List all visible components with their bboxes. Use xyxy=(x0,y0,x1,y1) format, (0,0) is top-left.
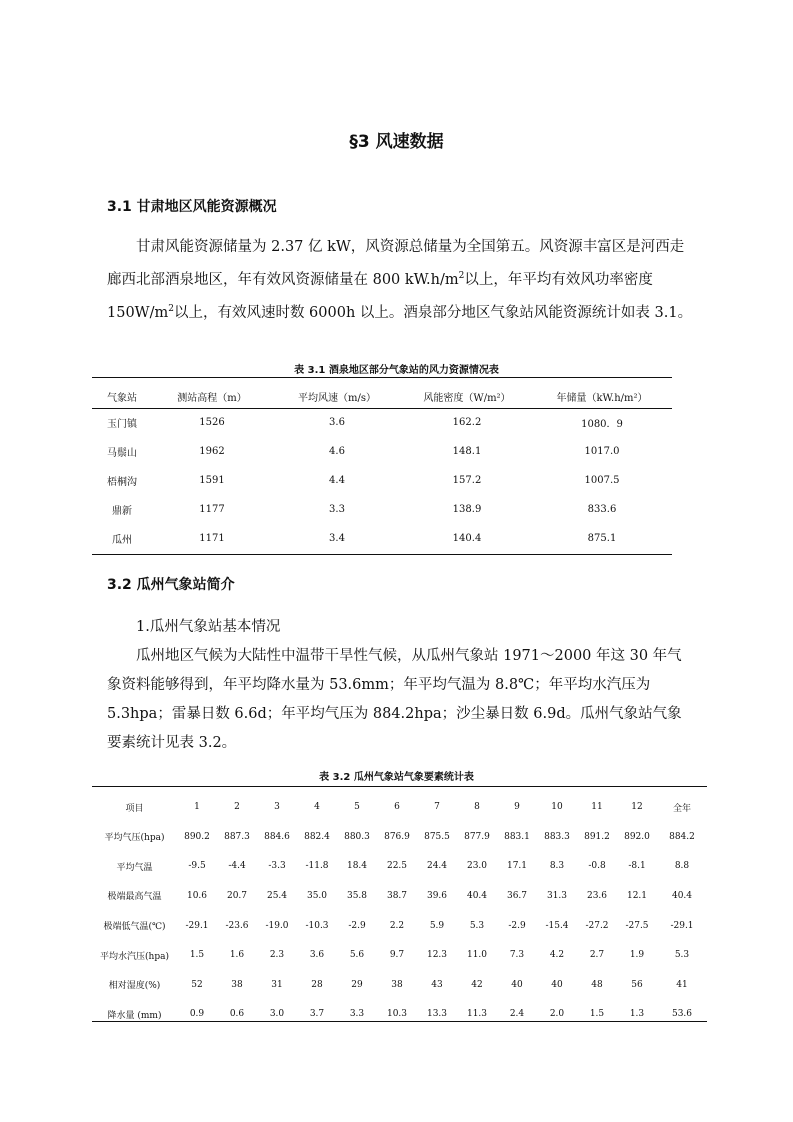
table-cell: 1591 xyxy=(199,475,225,486)
column-header: 4 xyxy=(314,802,320,812)
table-cell: 4.2 xyxy=(549,950,565,961)
table-cell: 40.4 xyxy=(466,890,488,901)
column-header: 11 xyxy=(591,802,603,812)
table-cell: -11.8 xyxy=(305,861,329,872)
table-cell: 11.3 xyxy=(466,1009,488,1020)
table-cell: -27.5 xyxy=(625,920,649,931)
table-3-2-top-rule xyxy=(92,786,707,787)
row-label: 相对湿度(%) xyxy=(108,981,161,992)
table-cell: -29.1 xyxy=(670,920,694,931)
table-cell: 31.3 xyxy=(546,890,568,901)
table-cell: -9.5 xyxy=(188,861,206,872)
column-header: 2 xyxy=(234,802,240,812)
table-cell: 12.1 xyxy=(626,890,648,901)
column-header: 3 xyxy=(274,802,280,812)
column-header: 10 xyxy=(551,802,563,812)
table-cell: 882.4 xyxy=(304,831,330,842)
table-cell: 28 xyxy=(311,979,323,990)
table-cell: 875.5 xyxy=(424,831,450,842)
table-cell: 5.3 xyxy=(469,920,485,931)
table-cell: 38.7 xyxy=(386,890,408,901)
table-cell: 13.3 xyxy=(426,1009,448,1020)
table-cell: 2.3 xyxy=(269,950,285,961)
table-cell: 3.7 xyxy=(309,1009,325,1020)
table-row xyxy=(92,524,672,553)
table-cell: 1.5 xyxy=(589,1009,605,1020)
table-cell: 40.4 xyxy=(671,890,693,901)
table-cell: 41 xyxy=(676,979,688,990)
table-cell: -8.1 xyxy=(628,861,646,872)
table-cell: 883.3 xyxy=(544,831,570,842)
table-cell: 38 xyxy=(231,979,243,990)
table-cell: 40 xyxy=(511,979,523,990)
column-header: 气象站 xyxy=(107,392,137,404)
section-3-1-paragraph xyxy=(107,233,695,328)
table-row xyxy=(92,408,672,437)
table-cell: -10.3 xyxy=(305,920,329,931)
table-cell: 12.3 xyxy=(426,950,448,961)
table-cell: 31 xyxy=(271,979,283,990)
table-cell: 8.8 xyxy=(674,861,690,872)
table-header-row xyxy=(92,384,672,408)
table-cell: 884.6 xyxy=(264,831,290,842)
section-3-2-paragraph: 瓜州地区气候为大陆性中温带干旱性气候，从瓜州气象站 1971～2000 年这 30 年气象资料能够得到，年平均降水量为 53.6mm；年平均气温为 8.8℃；年平均水汽压为 5.3hpa；雷暴日数 6.6d；年平均气压为 884.2hpa；沙尘暴日数 6.9d。瓜州气象站气象要素统计见表 3.2。 xyxy=(107,648,682,751)
table-cell: 8.3 xyxy=(549,861,565,872)
table-cell: 1007.5 xyxy=(584,475,620,486)
table-cell: -4.4 xyxy=(228,861,246,872)
table-cell: 2.4 xyxy=(509,1009,525,1020)
table-cell: 9.7 xyxy=(389,950,405,961)
table-row xyxy=(92,822,707,852)
table-row xyxy=(92,437,672,466)
row-label: 平均气压(hpa) xyxy=(104,833,165,844)
table-row xyxy=(92,911,707,941)
table-cell: 10.3 xyxy=(386,1009,408,1020)
table-cell: 875.1 xyxy=(587,533,617,544)
table-cell: 1526 xyxy=(199,417,225,428)
table-cell: 39.6 xyxy=(426,890,448,901)
table-cell: 157.2 xyxy=(452,475,482,486)
table-cell: 42 xyxy=(471,979,483,990)
table-cell: 148.1 xyxy=(452,446,482,457)
section-3-2-body xyxy=(107,613,695,758)
table-cell: 3.6 xyxy=(309,950,325,961)
table-row xyxy=(92,852,707,882)
table-cell: 35.8 xyxy=(346,890,368,901)
table-cell: 3.6 xyxy=(329,417,345,428)
table-cell: 2.0 xyxy=(549,1009,565,1020)
column-header: 12 xyxy=(631,802,643,812)
table-3-1-bottom-rule xyxy=(92,554,672,555)
superscript-2b: 2 xyxy=(168,303,174,314)
table-cell: 56 xyxy=(631,979,643,990)
table-cell: 3.0 xyxy=(269,1009,285,1020)
column-header: 1 xyxy=(194,802,200,812)
para-text-1: 甘肃风能资源储量为 2.37 亿 kW，风资源总储量为全国第五。风资源丰富区是河西走廊西北部酒泉地区，年有效风资源储量在 800 kW.h/m xyxy=(107,239,685,288)
table-cell: -27.2 xyxy=(585,920,609,931)
table-cell: 35.0 xyxy=(306,890,328,901)
table-cell: 892.0 xyxy=(624,831,650,842)
row-label: 极端最高气温 xyxy=(107,892,162,903)
table-cell: -2.9 xyxy=(508,920,526,931)
column-header: 7 xyxy=(434,802,440,812)
column-header: 项目 xyxy=(125,803,144,814)
para-text-3: 以上，有效风速时数 6000h 以上。酒泉部分地区气象站风能资源统计如表 3.1。 xyxy=(173,304,693,321)
column-header: 9 xyxy=(514,802,520,812)
column-header: 风能密度（W/m²） xyxy=(423,392,511,404)
row-label: 降水量 (mm) xyxy=(107,1010,162,1021)
table-cell: 877.9 xyxy=(464,831,490,842)
section-heading-3-1: 3.1 甘肃地区风能资源概况 xyxy=(107,199,277,215)
table-cell: 5.9 xyxy=(429,920,445,931)
column-header: 全年 xyxy=(672,803,691,814)
row-label: 平均水汽压(hpa) xyxy=(100,951,169,962)
table-cell: 10.6 xyxy=(186,890,208,901)
table-cell: 43 xyxy=(431,979,443,990)
table-cell: 53.6 xyxy=(671,1009,693,1020)
column-header: 6 xyxy=(394,802,400,812)
table-cell: 23.0 xyxy=(466,861,488,872)
table-row xyxy=(92,970,707,1000)
row-label: 平均气温 xyxy=(116,862,153,873)
table-cell: 880.3 xyxy=(344,831,370,842)
table-cell: 22.5 xyxy=(386,861,408,872)
table-cell: 3.4 xyxy=(329,533,345,544)
table-row xyxy=(92,466,672,495)
table-cell: -0.8 xyxy=(588,861,606,872)
table-cell: 140.4 xyxy=(452,533,482,544)
table-cell: 5.3 xyxy=(674,950,690,961)
table-cell: -3.3 xyxy=(268,861,286,872)
para-text-2: 以上，年平均有效风功率密度 150W/m xyxy=(107,271,653,321)
column-header: 5 xyxy=(354,802,360,812)
table-cell: 20.7 xyxy=(226,890,248,901)
table-row xyxy=(92,1000,707,1030)
table-cell: 1.6 xyxy=(229,950,245,961)
table-cell: 1962 xyxy=(199,446,225,457)
table-cell: 29 xyxy=(351,979,363,990)
table-cell: 17.1 xyxy=(506,861,528,872)
table-cell: 2.7 xyxy=(589,950,605,961)
table-cell: -23.6 xyxy=(225,920,249,931)
table-cell: 11.0 xyxy=(466,950,488,961)
table-cell: 1177 xyxy=(199,504,225,515)
table-cell: 883.1 xyxy=(504,831,530,842)
table-cell: -15.4 xyxy=(545,920,569,931)
table-cell: 40 xyxy=(551,979,563,990)
superscript-2: 2 xyxy=(458,271,465,281)
table-cell: 7.3 xyxy=(509,950,525,961)
table-row xyxy=(92,940,707,970)
table-cell: 890.2 xyxy=(184,831,210,842)
table-cell: 0.9 xyxy=(189,1009,205,1020)
table-cell: 36.7 xyxy=(506,890,528,901)
table-cell: 1.9 xyxy=(629,950,645,961)
row-label: 极端低气温(℃) xyxy=(103,922,166,933)
table-cell: 52 xyxy=(191,979,203,990)
table-cell: 5.6 xyxy=(349,950,365,961)
table-header-row xyxy=(92,792,707,822)
table-cell: 2.2 xyxy=(389,920,405,931)
table-cell: 1.3 xyxy=(629,1009,645,1020)
table-cell: 48 xyxy=(591,979,603,990)
table-cell: -19.0 xyxy=(265,920,289,931)
table-cell: 138.9 xyxy=(452,504,482,515)
table-3-2-caption: 表 3.2 瓜州气象站气象要素统计表 xyxy=(319,772,474,783)
table-cell: 1017.0 xyxy=(584,446,620,457)
column-header: 平均风速（m/s） xyxy=(298,392,376,404)
table-cell: 1.5 xyxy=(189,950,205,961)
table-cell: 1171 xyxy=(199,533,225,544)
table-row xyxy=(92,495,672,524)
table-cell: 4.4 xyxy=(329,475,345,486)
table-cell: 876.9 xyxy=(384,831,410,842)
table-cell: 884.2 xyxy=(669,831,695,842)
table-cell: 887.3 xyxy=(224,831,250,842)
table-3-1-caption: 表 3.1 酒泉地区部分气象站的风力资源情况表 xyxy=(294,365,499,376)
table-cell: 891.2 xyxy=(584,831,610,842)
section-heading-3-2: 3.2 瓜州气象站简介 xyxy=(107,577,235,593)
climate-stats-table xyxy=(92,792,707,1029)
table-cell: 0.6 xyxy=(229,1009,245,1020)
table-cell: 瓜州 xyxy=(112,535,132,546)
table-cell: 4.6 xyxy=(329,446,345,457)
table-cell: 833.6 xyxy=(587,504,617,515)
column-header: 测站高程（m） xyxy=(177,392,247,404)
wind-resource-table xyxy=(92,384,672,553)
page-title: §3 风速数据 xyxy=(349,132,444,152)
table-cell: -29.1 xyxy=(185,920,209,931)
table-cell: 梧桐沟 xyxy=(107,477,137,488)
table-cell: 玉门镇 xyxy=(107,419,137,430)
table-cell: 23.6 xyxy=(586,890,608,901)
table-cell: 18.4 xyxy=(346,861,368,872)
subheading-basic-info: 1.瓜州气象站基本情况 xyxy=(136,619,281,635)
table-cell: 马鬃山 xyxy=(107,448,137,459)
column-header: 8 xyxy=(474,802,480,812)
table-cell: 3.3 xyxy=(329,504,345,515)
table-cell: 24.4 xyxy=(426,861,448,872)
table-cell: 3.3 xyxy=(349,1009,365,1020)
table-cell: 25.4 xyxy=(266,890,288,901)
table-3-1-top-rule xyxy=(92,377,672,378)
table-cell: 鼎新 xyxy=(112,506,132,517)
table-cell: 1080．9 xyxy=(581,419,623,430)
table-row xyxy=(92,881,707,911)
table-cell: 162.2 xyxy=(452,417,482,428)
table-cell: 38 xyxy=(391,979,403,990)
table-cell: -2.9 xyxy=(348,920,366,931)
column-header: 年储量（kW.h/m²） xyxy=(556,392,648,404)
